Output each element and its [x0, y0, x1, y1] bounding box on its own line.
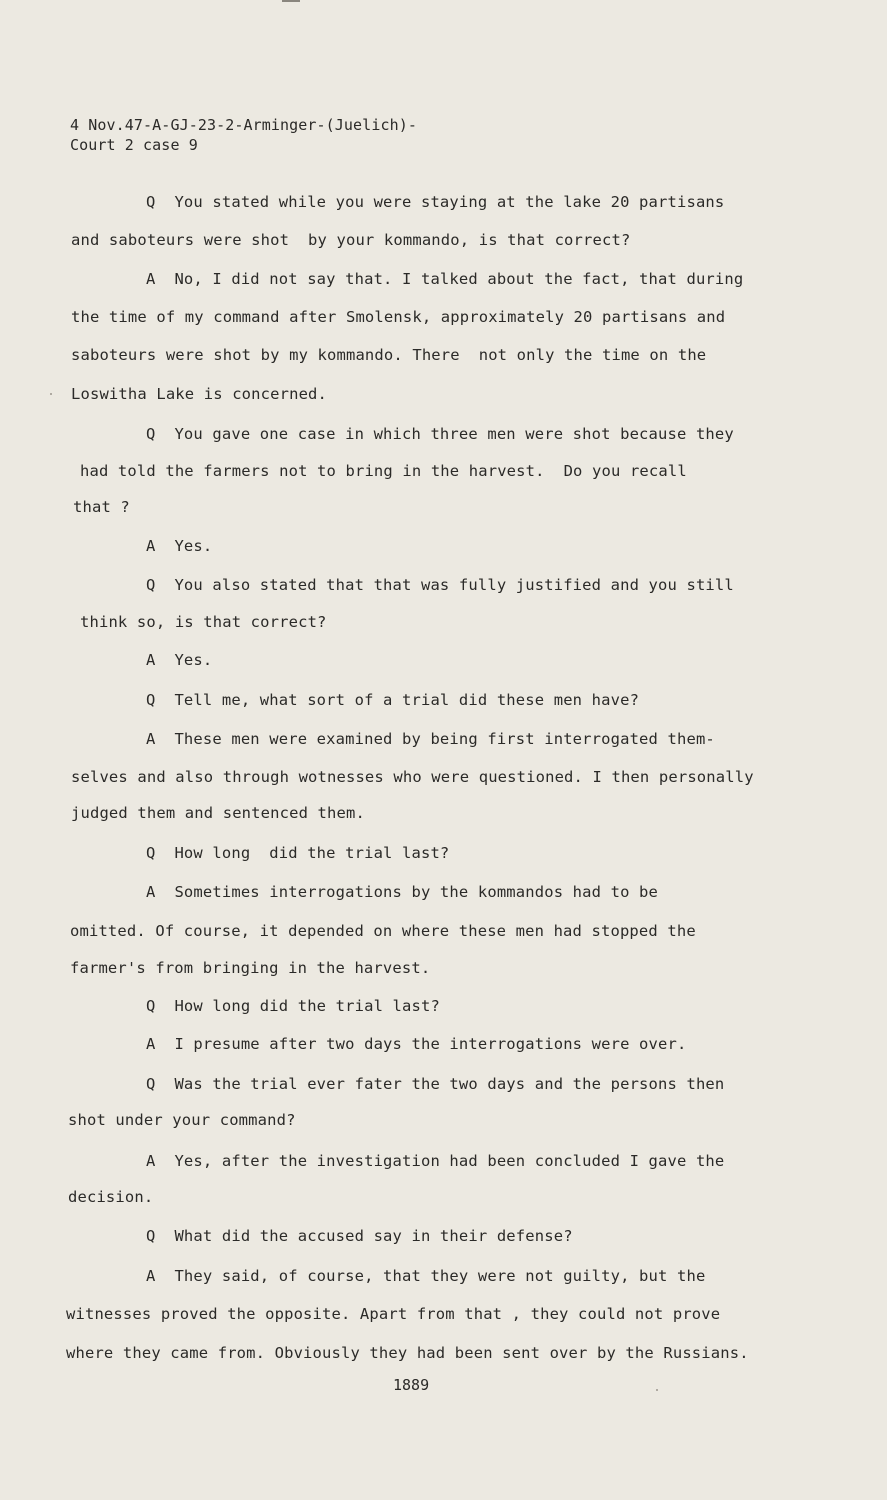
transcript-line: Q You stated while you were staying at the lake 20 partisans: [146, 193, 725, 211]
transcript-line: the time of my command after Smolensk, approximately 20 partisans and: [71, 308, 726, 326]
transcript-line: Q What did the accused say in their defense?: [146, 1227, 573, 1245]
transcript-line: A Yes.: [146, 651, 213, 669]
transcript-line: Q You also stated that that was fully justified and you still: [146, 576, 734, 594]
header-line-2: Court 2 case 9: [70, 136, 198, 154]
transcript-line: judged them and sentenced them.: [71, 804, 365, 822]
transcript-line: A They said, of course, that they were not guilty, but the: [146, 1267, 706, 1285]
transcript-line: shot under your command?: [68, 1111, 296, 1129]
transcript-line: saboteurs were shot by my kommando. There not only the time on the: [71, 346, 707, 364]
transcript-line: A Yes, after the investigation had been concluded I gave the: [146, 1152, 725, 1170]
transcript-line: A Sometimes interrogations by the kommandos had to be: [146, 883, 659, 901]
transcript-line: had told the farmers not to bring in the harvest. Do you recall: [80, 462, 687, 480]
transcript-line: A Yes.: [146, 537, 213, 555]
transcript-line: where they came from. Obviously they had been sent over by the Russians.: [66, 1344, 749, 1362]
transcript-line: A No, I did not say that. I talked about the fact, that during: [146, 270, 744, 288]
transcript-line: think so, is that correct?: [80, 613, 327, 631]
page-number: 1889: [393, 1376, 430, 1394]
transcript-line: A I presume after two days the interrogations were over.: [146, 1035, 687, 1053]
scan-mark: [282, 0, 300, 2]
paper-speck: [656, 1389, 658, 1391]
header-line-1: 4 Nov.47-A-GJ-23-2-Arminger-(Juelich)-: [70, 116, 417, 134]
transcript-line: selves and also through wotnesses who were questioned. I then personally: [71, 768, 754, 786]
transcript-line: Q You gave one case in which three men were shot because they: [146, 425, 734, 443]
transcript-line: farmer's from bringing in the harvest.: [70, 959, 431, 977]
transcript-line: omitted. Of course, it depended on where these men had stopped the: [70, 922, 696, 940]
paper-speck: [50, 393, 52, 395]
transcript-line: Loswitha Lake is concerned.: [71, 385, 328, 403]
transcript-line: Q Was the trial ever fater the two days and the persons then: [146, 1075, 725, 1093]
transcript-line: that ?: [73, 498, 130, 516]
transcript-line: A These men were examined by being first interrogated them-: [146, 730, 715, 748]
transcript-line: Q How long did the trial last?: [146, 844, 450, 862]
transcript-line: witnesses proved the opposite. Apart from that , they could not prove: [66, 1305, 721, 1323]
transcript-line: Q Tell me, what sort of a trial did these men have?: [146, 691, 640, 709]
transcript-line: decision.: [68, 1188, 154, 1206]
transcript-line: and saboteurs were shot by your kommando, is that correct?: [71, 231, 631, 249]
transcript-line: Q How long did the trial last?: [146, 997, 440, 1015]
